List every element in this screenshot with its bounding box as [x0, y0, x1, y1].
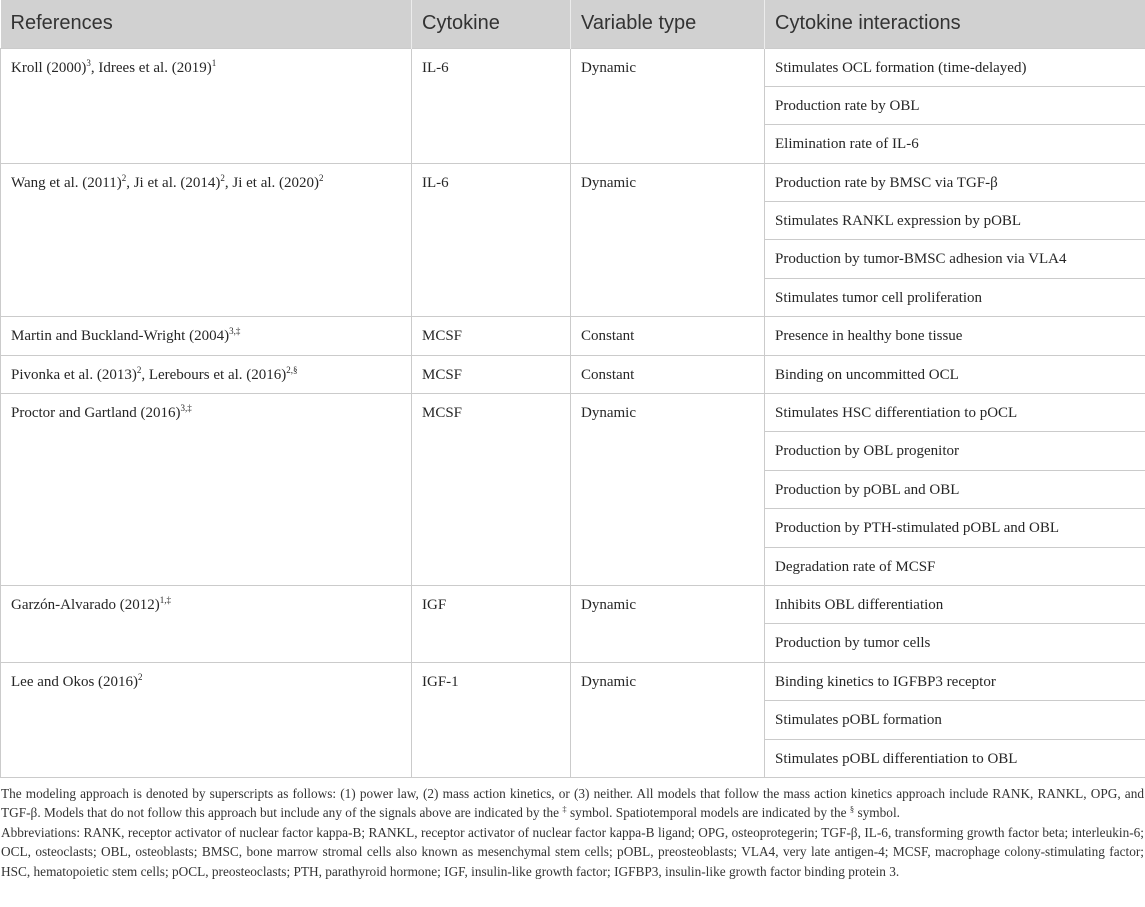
reference-citation: Idrees et al. (2019) [98, 59, 212, 76]
reference-superscript: 1,‡ [159, 594, 171, 605]
reference-cell [1, 48, 412, 163]
cytokine-cell: IGF-1 [412, 662, 571, 777]
interaction-cell: Stimulates RANKL expression by pOBL [765, 202, 1145, 240]
footnote-text: symbol. [854, 805, 900, 821]
reference-citation: Lerebours et al. (2016) [148, 366, 287, 383]
reference-superscript: 3,‡ [180, 403, 192, 414]
reference-separator: , [141, 366, 149, 383]
reference-superscript: 2 [121, 172, 127, 183]
interaction-cell: Binding on uncommitted OCL [765, 355, 1145, 393]
variable-type-cell: Constant [571, 317, 765, 355]
table-footnote [0, 778, 1145, 881]
interaction-cell: Production rate by OBL [765, 86, 1145, 124]
reference-superscript: 1 [211, 57, 217, 68]
reference-superscript: 3,‡ [229, 326, 241, 337]
reference-separator: , [90, 59, 99, 76]
table-header [1, 0, 1145, 48]
reference-citation: Garzón-Alvarado (2012) [11, 596, 160, 613]
variable-type-cell: Constant [571, 355, 765, 393]
reference-cell [1, 317, 412, 355]
variable-type-cell: Dynamic [571, 48, 765, 163]
footnote-text: symbol. Spatiotemporal models are indicated by the [566, 805, 850, 821]
footnote-symbol: ‡ [562, 804, 567, 815]
table-row [1, 163, 1145, 201]
interaction-cell: Stimulates OCL formation (time-delayed) [765, 48, 1145, 86]
variable-type-cell: Dynamic [571, 394, 765, 586]
interaction-cell: Production by OBL progenitor [765, 432, 1145, 470]
cytokine-cell: MCSF [412, 394, 571, 586]
reference-separator: , [126, 174, 134, 191]
table-row [1, 585, 1145, 623]
reference-superscript: 3 [86, 57, 91, 68]
table-body [1, 48, 1145, 777]
footnote-text: Abbreviations: RANK, receptor activator of nuclear factor kappa-B; RANKL, receptor activator of nuclear factor kappa-B ligand; OPG, osteoprotegerin; TGF-β, IL-6, transforming growth factor beta; interleukin-6; OCL, osteoclasts; OBL, osteoblasts; BMSC, bone marrow stromal cells also known as mesenchymal stem cells; pOBL, preosteoblasts; VLA4, very late antigen-4; MCSF, macrophage colony-stimulating factor; HSC, hematopoietic stem cells; pOCL, preosteoclasts; PTH, parathyroid hormone; IGF, insulin-like growth factor; IGFBP3, insulin-like growth factor binding protein 3. [1, 824, 1144, 879]
interaction-cell: Degradation rate of MCSF [765, 547, 1145, 585]
interaction-cell: Stimulates pOBL formation [765, 701, 1145, 739]
reference-cell [1, 163, 412, 317]
variable-type-cell: Dynamic [571, 585, 765, 662]
cytokine-cell: MCSF [412, 317, 571, 355]
reference-citation: Kroll (2000) [11, 59, 87, 76]
table-row [1, 355, 1145, 393]
interaction-cell: Presence in healthy bone tissue [765, 317, 1145, 355]
reference-superscript: 2 [138, 671, 143, 682]
reference-separator: , [224, 174, 233, 191]
interaction-cell: Production by PTH-stimulated pOBL and OBL [765, 509, 1145, 547]
interaction-cell: Production by tumor cells [765, 624, 1145, 662]
interaction-cell: Elimination rate of IL-6 [765, 125, 1145, 163]
header-row [1, 0, 1145, 48]
interaction-cell: Production rate by BMSC via TGF-β [765, 163, 1145, 201]
reference-superscript: 2 [319, 172, 324, 183]
variable-type-cell: Dynamic [571, 662, 765, 777]
footnote-text: The modeling approach is denoted by superscripts as follows: (1) power law, (2) mass action kinetics, or (3) neither. All models that follow the mass action kinetics approach include RANK, RANKL, OPG, and TGF-β. Models that do not follow this approach but include any of the signals above are indicated by the [1, 785, 1144, 821]
reference-citation: Martin and Buckland-Wright (2004) [11, 328, 230, 345]
reference-superscript: 2 [220, 172, 225, 183]
interaction-cell: Stimulates pOBL differentiation to OBL [765, 739, 1145, 777]
interaction-cell: Inhibits OBL differentiation [765, 585, 1145, 623]
table-row [1, 48, 1145, 86]
reference-citation: Proctor and Gartland (2016) [11, 405, 181, 422]
footnote-paragraph [1, 784, 1144, 823]
reference-superscript: 2,§ [286, 364, 298, 375]
reference-cell [1, 394, 412, 586]
table-row [1, 394, 1145, 432]
cytokine-cell: IGF [412, 585, 571, 662]
interaction-cell: Production by tumor-BMSC adhesion via VLA4 [765, 240, 1145, 278]
reference-superscript: 2 [136, 364, 142, 375]
reference-cell [1, 662, 412, 777]
reference-citation: Lee and Okos (2016) [11, 673, 139, 690]
variable-type-cell: Dynamic [571, 163, 765, 317]
footnote-symbol: § [849, 804, 855, 815]
reference-citation: Wang et al. (2011) [11, 174, 122, 191]
interaction-cell: Stimulates HSC differentiation to pOCL [765, 394, 1145, 432]
interaction-cell: Binding kinetics to IGFBP3 receptor [765, 662, 1145, 700]
cytokine-cell: MCSF [412, 355, 571, 393]
footnote-paragraph [1, 823, 1144, 881]
cytokine-cell: IL-6 [412, 48, 571, 163]
header-cytokine: Cytokine [412, 0, 571, 48]
cytokine-cell: IL-6 [412, 163, 571, 317]
header-variable-type: Variable type [571, 0, 765, 48]
header-references: References [1, 0, 412, 48]
reference-citation: Pivonka et al. (2013) [11, 366, 137, 383]
reference-citation: Ji et al. (2014) [133, 174, 221, 191]
table-row [1, 662, 1145, 700]
reference-cell [1, 355, 412, 393]
header-cytokine-interactions: Cytokine interactions [765, 0, 1145, 48]
interaction-cell: Production by pOBL and OBL [765, 470, 1145, 508]
interaction-cell: Stimulates tumor cell proliferation [765, 278, 1145, 316]
table-row [1, 317, 1145, 355]
reference-citation: Ji et al. (2020) [232, 174, 320, 191]
reference-cell [1, 585, 412, 662]
